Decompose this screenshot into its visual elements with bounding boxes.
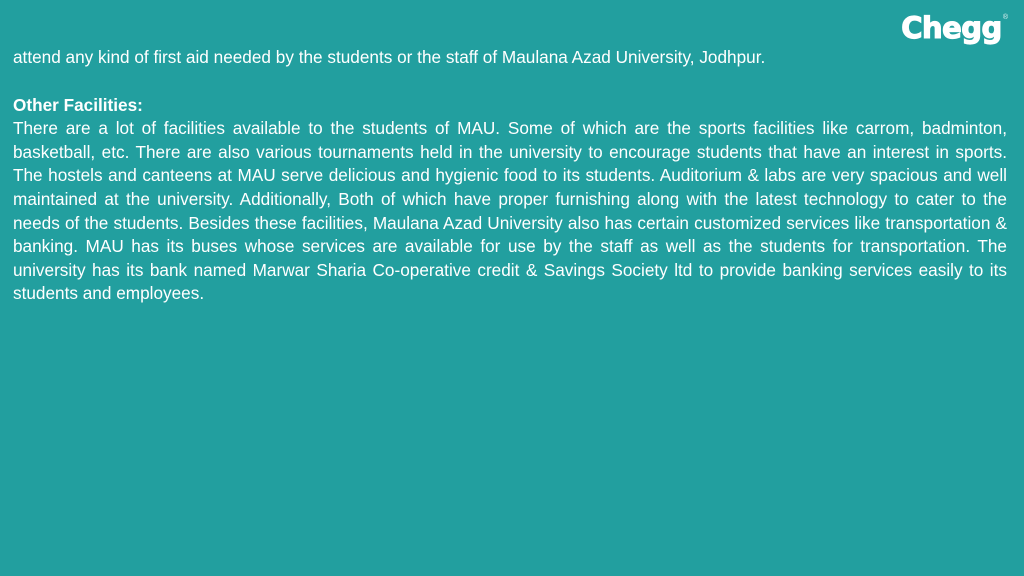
section-body: There are a lot of facilities available to the students of MAU. Some of which are the sports facilities like carrom, badminton, basketball, etc. There are also various tournaments held in the university to encourage students that have an interest in sports. The hostels and canteens at MAU serve delicious and hygienic food to its students. Auditorium & labs are very spacious and well maintained at the university. Additionally, Both of which have proper furnishing along with the latest technology to cater to the needs of the students. Besides these facilities, Maulana Azad University also has certain customized services like transportation & banking. MAU has its buses whose services are available for use by the staff as well as the students for transportation. The university has its bank named Marwar Sharia Co-operative credit & Savings Society ltd to provide banking services easily to its students and employees. — [13, 118, 1007, 304]
logo-text: Chegg — [901, 11, 1002, 45]
registered-mark: ® — [1002, 14, 1008, 21]
intro-paragraph: attend any kind of first aid needed by the students or the staff of Maulana Azad University, Jodhpur. — [13, 47, 766, 67]
section-heading: Other Facilities: — [13, 94, 143, 115]
document-content — [13, 46, 1007, 306]
